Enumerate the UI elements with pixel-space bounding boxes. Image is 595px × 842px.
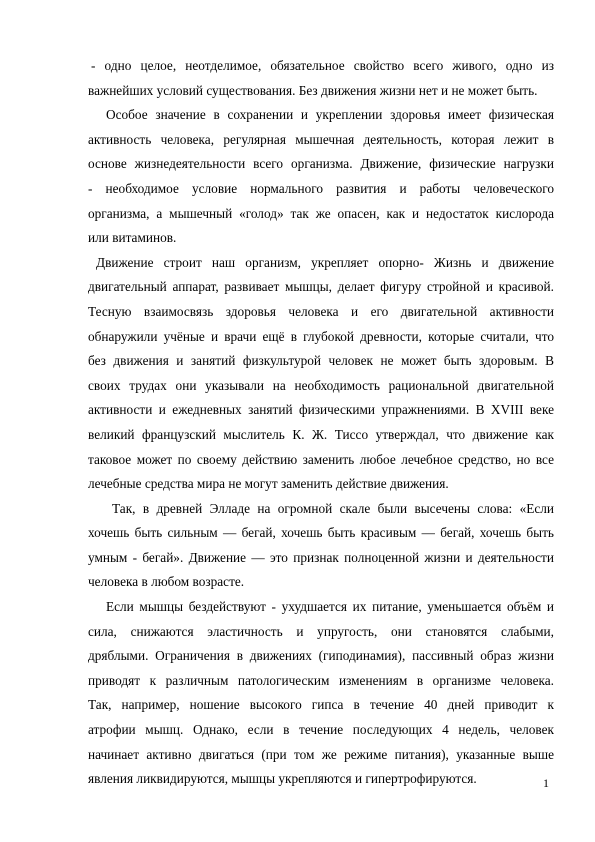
text-line: или витаминов. [88,230,177,246]
text-line: обнаружили учёные и врачи ещё в глубокой древности, которые считали, что [88,328,554,344]
text-line: организма, а мышечный «голод» так же опасен, как и недостаток кислорода [88,205,554,221]
text-line: атрофии мышц. Однако, если в течение последующих 4 недель, человек [88,722,554,738]
text-line: своих трудах они указывали на необходимость рациональной двигательной [88,377,554,393]
text-line: Так, в древней Элладе на огромной скале были высечены слова: «Если [112,500,554,516]
text-line: начинает активно двигаться (при том же режиме питания), указанные выше [88,746,554,762]
page-number: 1 [543,776,549,790]
text-line: лечебные средства мира не могут заменить действие движения. [88,476,449,492]
text-line: - необходимое условие нормального развития и работы человеческого [88,180,554,196]
text-line: важнейших условий существования. Без движения жизни нет и не может быть. [88,82,538,98]
text-line: дряблыми. Ограничения в движениях (гиподинамия), пассивный образ жизни [88,648,554,664]
paragraph-1 [88,54,554,103]
body-text [88,54,554,792]
text-line: приводят к различным патологическим изменениям в организме человека. [88,672,554,688]
text-line: явления ликвидируются, мышцы укрепляются и гипертрофируются. [88,771,477,787]
text-line: хочешь быть сильным — бегай, хочешь быть красивым — бегай, хочешь быть [88,525,554,541]
text-line: - одно целое, неотделимое, обязательное свойство всего живого, одно из [91,58,554,73]
text-line: основе жизнедеятельности всего организма. Движение, физические нагрузки [88,156,554,172]
text-line: умным - бегай». Движение — это признак полноценной жизни и деятельности [88,549,554,565]
paragraph-4 [88,497,554,595]
text-line: Тесную взаимосвязь здоровья человека и его двигательной активности [88,303,554,319]
text-line: таковое может по своему действию заменить любое лечебное средство, но все [88,451,554,467]
text-line: Движение строит наш организм, укрепляет опорно- Жизнь и движение [96,254,554,270]
text-line: сила, снижаются эластичность и упругость, они становятся слабыми, [88,623,554,639]
text-line: человека в любом возрасте. [88,574,245,590]
text-line: великий французский мыслитель К. Ж. Тиссо утверждал, что движение как [88,426,554,442]
text-line: Особое значение в сохранении и укреплении здоровья имеет физическая [106,107,554,123]
text-line: активности и ежедневных занятий физическими упражнениями. В XVIII веке [88,402,554,418]
text-line: активность человека, регулярная мышечная деятельность, которая лежит в [88,131,554,147]
text-line: Если мышцы бездействуют - ухудшается их питание, уменьшается объём и [106,599,554,615]
paragraph-2 [88,103,554,251]
paragraph-5 [88,595,554,792]
text-line: без движения и занятий физкультурой человек не может быть здоровым. В [88,353,554,369]
text-line: Так, например, ношение высокого гипса в течение 40 дней приводит к [88,697,554,713]
paragraph-3 [88,251,554,497]
text-line: двигательный аппарат, развивает мышцы, делает фигуру стройной и красивой. [88,279,554,295]
